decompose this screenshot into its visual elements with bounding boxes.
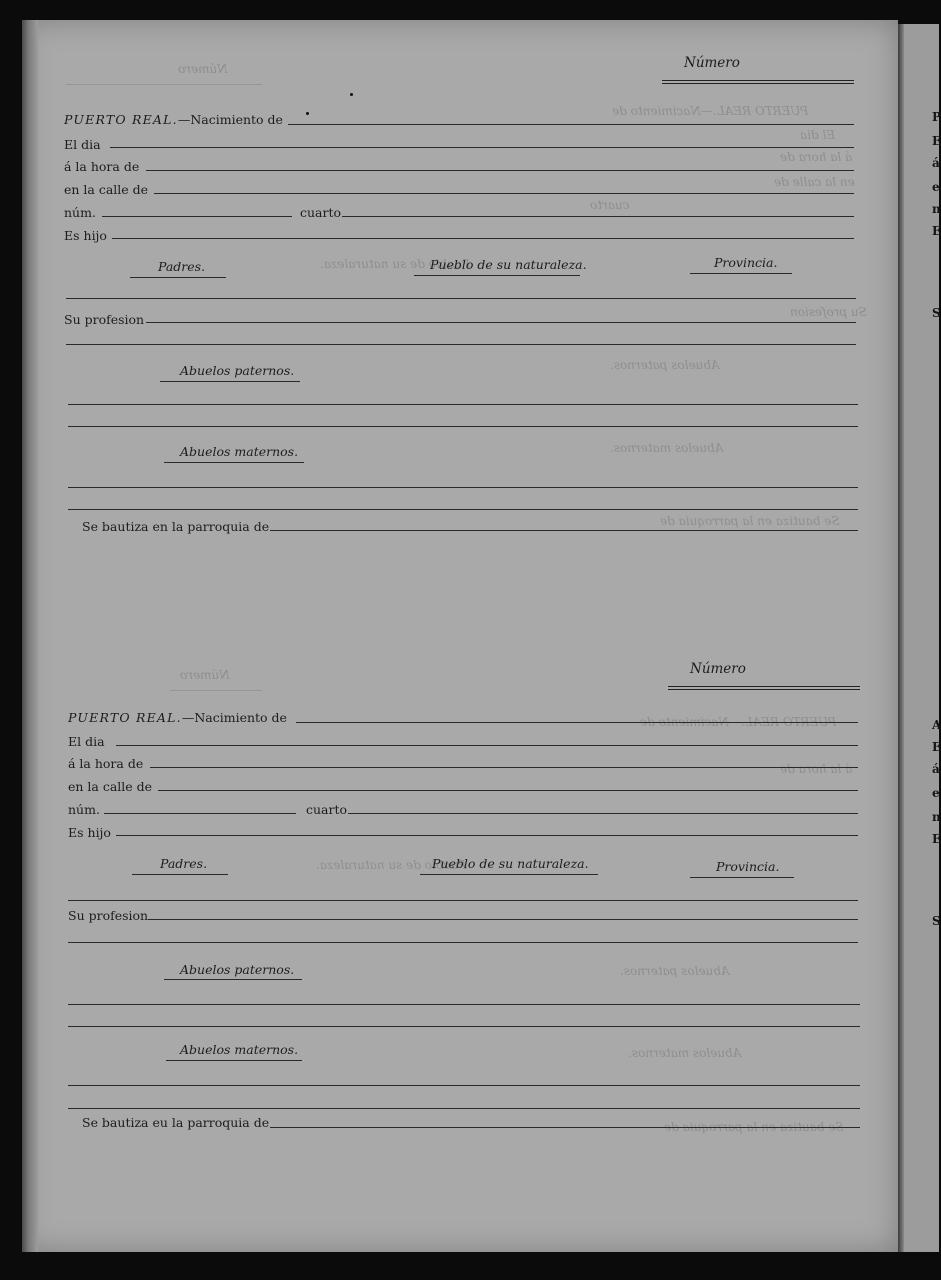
abuelos-paternos-field[interactable] (68, 1026, 860, 1027)
profesion-field[interactable] (146, 322, 856, 323)
bleed-through-text: Pueblo de su naturaleza. (316, 858, 467, 872)
padres-field[interactable] (68, 900, 858, 901)
next-page-letter: E (932, 740, 941, 754)
abuelos-paternos-field[interactable] (68, 404, 858, 405)
numero-label: Número (684, 55, 740, 71)
calle-field[interactable] (154, 193, 854, 194)
hora-field[interactable] (150, 767, 858, 768)
num-label: núm. (64, 205, 96, 220)
bleed-through-text: Abuelos maternos. (610, 441, 724, 455)
abuelos-maternos-heading: Abuelos maternos. (180, 444, 299, 459)
bleed-through-text: Abuelos paternos. (620, 964, 730, 978)
el-dia-label: El dia (64, 137, 101, 152)
hora-label: á la hora de (64, 159, 140, 174)
bleed-through-text: en la calle de (774, 175, 855, 189)
cuarto-label: cuarto (306, 802, 348, 817)
form-page (22, 20, 898, 1252)
abuelos-paternos-field[interactable] (68, 426, 858, 427)
bleed-through-text: El dia (800, 128, 836, 142)
calle-label: en la calle de (64, 182, 149, 197)
es-hijo-label: Es hijo (68, 825, 111, 840)
next-page-letter: á (932, 156, 940, 170)
bleed-through-text: Se bautiza en la parroquia de (660, 514, 840, 528)
profesion-field[interactable] (148, 919, 858, 920)
es-hijo-field[interactable] (112, 238, 854, 239)
abuelos-maternos-field[interactable] (68, 1085, 860, 1086)
bleed-through-text: Se bautiza en la parroquia de (664, 1120, 844, 1134)
calle-label: en la calle de (68, 779, 153, 794)
bleed-through-text: Número (178, 62, 228, 76)
parroquia-field[interactable] (270, 530, 858, 531)
el-dia-field[interactable] (116, 745, 858, 746)
next-page-letter: e (932, 786, 940, 800)
cuarto-field[interactable] (348, 813, 858, 814)
cuarto-field[interactable] (342, 216, 854, 217)
pueblo-heading: Pueblo de su naturaleza. (430, 257, 587, 272)
el-dia-field[interactable] (110, 147, 854, 148)
abuelos-maternos-field[interactable] (68, 487, 858, 488)
next-page-letter: P (932, 110, 941, 124)
page-binding (22, 20, 38, 1252)
next-page-letter: S (932, 914, 941, 928)
parroquia-field[interactable] (270, 1127, 860, 1128)
abuelos-paternos-heading: Abuelos paternos. (180, 363, 295, 378)
nacimiento-field[interactable] (296, 722, 858, 723)
bleed-through-text: Su profesion (790, 305, 867, 319)
hora-field[interactable] (146, 170, 854, 171)
bleed-through-text: Abuelos maternos. (628, 1046, 742, 1060)
el-dia-label: El dia (68, 734, 105, 749)
padres-heading: Padres. (158, 259, 206, 274)
provincia-heading: Provincia. (716, 859, 780, 874)
bleed-through-text: Número (180, 668, 230, 682)
bleed-through-text: cuarto (590, 198, 630, 212)
padres-heading: Padres. (160, 856, 208, 871)
next-page-letter: A (932, 718, 941, 732)
es-hijo-field[interactable] (116, 835, 858, 836)
next-page-letter: e (932, 180, 940, 194)
bleed-through-text: á la hora de (780, 150, 853, 164)
next-page-letter: E (932, 832, 941, 846)
nacimiento-field[interactable] (288, 124, 854, 125)
bleed-through-text: Pueblo de su naturaleza. (320, 257, 471, 271)
calle-field[interactable] (158, 790, 858, 791)
header-line: PUERTO REAL.—Nacimiento de (64, 112, 283, 127)
abuelos-maternos-field[interactable] (68, 1108, 860, 1109)
num-label: núm. (68, 802, 100, 817)
es-hijo-label: Es hijo (64, 228, 107, 243)
abuelos-maternos-field[interactable] (68, 509, 858, 510)
next-page-letter: n (932, 202, 941, 216)
cuarto-label: cuarto (300, 205, 342, 220)
profesion-label: Su profesion (64, 312, 145, 327)
bleed-through-text: PUERTO REAL.—Nacimiento de (640, 715, 837, 729)
padres-field[interactable] (66, 298, 856, 299)
profesion-field-extra[interactable] (66, 344, 856, 345)
next-page-letter: E (932, 134, 941, 148)
num-field[interactable] (102, 216, 292, 217)
abuelos-paternos-field[interactable] (68, 1004, 860, 1005)
bleed-through-text: PUERTO REAL.—Nacimiento de (612, 104, 809, 118)
numero-label: Número (690, 661, 746, 677)
next-page-letter: á (932, 762, 940, 776)
pueblo-heading: Pueblo de su naturaleza. (432, 856, 589, 871)
next-page-letter: E (932, 224, 941, 238)
header-line: PUERTO REAL.—Nacimiento de (68, 710, 287, 725)
profesion-field-extra[interactable] (68, 942, 858, 943)
bleed-through-text: Abuelos paternos. (610, 358, 720, 372)
bautiza-label: Se bautiza en la parroquia de (82, 519, 270, 534)
next-page-letter: n (932, 810, 941, 824)
provincia-heading: Provincia. (714, 255, 778, 270)
numero-underline (662, 80, 854, 84)
next-page-letter: S (932, 306, 941, 320)
num-field[interactable] (104, 813, 296, 814)
bautiza-label: Se bautiza eu la parroquia de (82, 1115, 270, 1130)
abuelos-paternos-heading: Abuelos paternos. (180, 962, 295, 977)
hora-label: á la hora de (68, 756, 144, 771)
bleed-through-text: á la hora de (780, 762, 853, 776)
abuelos-maternos-heading: Abuelos maternos. (180, 1042, 299, 1057)
numero-underline (668, 686, 860, 690)
profesion-label: Su profesion (68, 908, 149, 923)
